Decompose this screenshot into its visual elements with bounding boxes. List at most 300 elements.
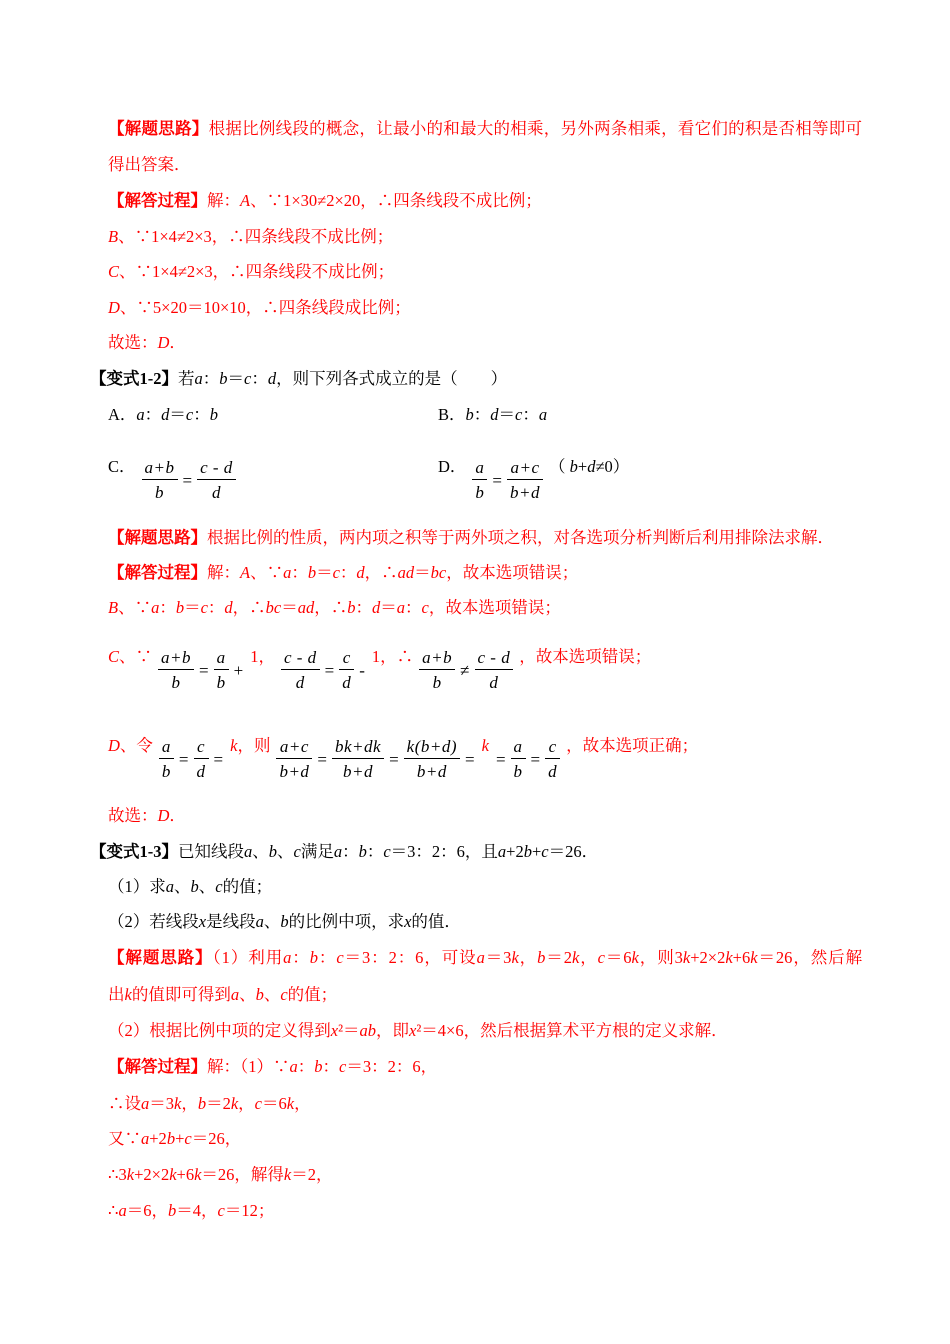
italic-variable: c — [244, 369, 252, 388]
equation — [417, 646, 515, 695]
italic-variable: D — [157, 333, 170, 352]
italic-variable: d — [587, 457, 596, 476]
fraction-numerator: bk+dk — [335, 737, 382, 756]
variant-1-3-question — [90, 841, 598, 863]
fraction — [472, 456, 487, 505]
prev-solution-process-line — [108, 297, 411, 319]
text-run: 得出答案． — [108, 155, 191, 174]
text-run: ＝26． — [548, 842, 599, 861]
text-run: ²＝4×6，然后根据算术平方根的定义求解． — [416, 1021, 728, 1040]
prev-solution-idea-line — [108, 154, 191, 176]
italic-variable: c — [383, 842, 391, 861]
fraction-numerator: c - d — [283, 648, 317, 667]
italic-variable: k — [230, 736, 238, 755]
fraction-numerator: a — [216, 648, 226, 667]
text-run: ： — [522, 405, 539, 424]
text-run: ： — [291, 563, 308, 582]
text-run: ＝3 — [484, 948, 512, 967]
italic-variable: C — [108, 647, 120, 666]
italic-variable: bc — [430, 563, 447, 582]
text-run: 、∵5×20＝10×10，∴四条线段成比例； — [119, 298, 411, 317]
text-run: ： — [193, 405, 210, 424]
text-run: ， — [518, 948, 538, 967]
text-run: 解： — [207, 191, 240, 210]
fraction-numerator: a — [161, 737, 171, 756]
text-run: ，故本选项错误； — [519, 647, 652, 666]
italic-variable: a — [497, 842, 507, 861]
text-run: ． — [169, 333, 186, 352]
fraction-denominator: b — [214, 669, 229, 695]
bracket-label: 【解题思路】 — [108, 528, 207, 547]
text-run: 根据比例的性质，两内项之积等于两外项之积，对各选项分析判断后利用排除法求解． — [207, 528, 834, 547]
italic-variable: k — [631, 948, 639, 967]
text-run: 若 — [178, 369, 195, 388]
prev-solution-idea-line — [108, 118, 862, 140]
math-operator: = — [317, 749, 328, 769]
fraction-numerator: c - d — [200, 458, 233, 477]
text-run: ＝6， — [126, 1201, 168, 1220]
option-c — [108, 456, 242, 505]
italic-variable: b — [166, 1129, 176, 1148]
variant-1-3-sub-question-1 — [108, 876, 272, 898]
variant-1-2-solution-idea — [108, 527, 834, 549]
fraction-denominator: b+d — [404, 758, 460, 784]
italic-variable: k — [286, 1094, 295, 1113]
italic-variable: c — [336, 948, 344, 967]
italic-variable: a — [396, 598, 405, 617]
text-run: 出 — [108, 985, 125, 1004]
text-run: A． — [108, 405, 137, 424]
italic-variable: a — [136, 405, 145, 424]
text-run: ： — [355, 598, 372, 617]
text-run: ： — [202, 369, 220, 388]
prev-solution-process-line — [108, 226, 393, 248]
text-run: ： — [159, 598, 176, 617]
italic-variable: b — [465, 405, 474, 424]
bracket-label: 【解答过程】 — [108, 191, 207, 210]
text-run: + — [175, 1129, 185, 1148]
text-run: 的值即可得到 — [131, 985, 231, 1004]
math-operator: = — [389, 749, 399, 769]
italic-variable: c — [185, 405, 194, 424]
italic-variable: b — [190, 877, 199, 896]
text-run: +6 — [176, 1165, 195, 1184]
text-run: （2）若线段 — [108, 912, 199, 931]
italic-variable: a — [141, 1094, 150, 1113]
text-run: ＝26，然后解 — [757, 948, 863, 967]
italic-variable: b — [307, 563, 317, 582]
bracket-label: 【变式1-3】 — [90, 842, 178, 861]
text-run: ＝ — [498, 405, 516, 424]
math-operator: = — [199, 660, 209, 680]
fraction — [507, 456, 543, 505]
text-run: 、∵1×4≠2×3，∴四条线段不成比例； — [119, 262, 395, 281]
italic-variable: k — [230, 1094, 239, 1113]
fraction-numerator: a+b — [422, 648, 453, 667]
fraction — [404, 735, 460, 784]
italic-variable: b — [268, 842, 277, 861]
italic-variable: b — [523, 842, 532, 861]
variant-1-2-solution-process-line — [108, 597, 561, 619]
bracket-label: 【变式1-2】 — [90, 369, 178, 388]
italic-variable: k — [174, 1094, 182, 1113]
option-d — [438, 456, 629, 505]
text-run: 1， — [250, 647, 275, 666]
fraction-numerator: a+b — [144, 458, 175, 477]
math-operator: + — [233, 660, 244, 680]
italic-variable: b — [347, 598, 356, 617]
text-run: ： — [342, 842, 359, 861]
italic-variable: a — [118, 1201, 127, 1220]
variant-1-3-solution-idea-line — [108, 1020, 728, 1042]
italic-variable: d — [161, 405, 170, 424]
italic-variable: k — [194, 1165, 202, 1184]
fraction — [194, 735, 209, 784]
text-run: ²＝ — [338, 1021, 360, 1040]
fraction-numerator: k(b+d) — [406, 737, 458, 756]
italic-variable: a — [283, 948, 292, 967]
math-operator: = — [530, 749, 541, 769]
italic-variable: c — [339, 1057, 347, 1076]
text-run: ，故本选项错误； — [428, 598, 561, 617]
text-run: ＝ — [227, 369, 244, 388]
text-run: +2 — [149, 1129, 167, 1148]
bracket-label: 【解答过程】 — [108, 563, 207, 582]
math-operator: ≠ — [460, 660, 470, 680]
text-run: 的值； — [287, 985, 338, 1004]
text-run: 故选： — [108, 806, 158, 825]
fraction-denominator: b+d — [276, 758, 312, 784]
italic-variable: c — [184, 1129, 192, 1148]
text-run: （ — [549, 457, 570, 476]
text-run: （1）求 — [108, 877, 166, 896]
text-run: ＝6 — [261, 1094, 287, 1113]
italic-variable: d — [356, 563, 365, 582]
equation — [493, 735, 562, 784]
text-run: ， — [579, 948, 598, 967]
fraction-denominator: d — [197, 479, 236, 505]
prev-solution-process-line — [108, 261, 394, 283]
variant-1-2-solution-process-line — [108, 562, 578, 584]
italic-variable: k — [511, 948, 519, 967]
fraction-numerator: a — [475, 458, 485, 477]
text-run: 解：（1）∵ — [207, 1057, 290, 1076]
italic-variable: ad — [397, 563, 415, 582]
text-run: 、∵ — [250, 563, 284, 582]
italic-variable: c — [280, 985, 288, 1004]
italic-variable: a — [194, 369, 203, 388]
fraction-numerator: c — [548, 737, 557, 756]
italic-variable: c — [515, 405, 523, 424]
italic-variable: ab — [359, 1021, 377, 1040]
italic-variable: c — [293, 842, 301, 861]
option-b — [438, 404, 547, 426]
italic-variable: a — [244, 842, 253, 861]
text-run: + — [531, 842, 542, 861]
fraction — [511, 735, 526, 784]
fraction — [332, 735, 384, 784]
text-run: 、令 — [119, 736, 153, 755]
equation — [157, 735, 226, 784]
variant-1-2-solution-process-line — [108, 735, 698, 784]
text-run: ，∴ — [232, 598, 266, 617]
text-run: ＝ — [316, 563, 333, 582]
text-run: ∴ — [396, 647, 414, 666]
variant-1-3-solution-idea-line — [108, 984, 337, 1006]
text-run: 、 — [239, 985, 256, 1004]
italic-variable: b — [358, 842, 367, 861]
fraction-denominator: d — [194, 758, 209, 784]
italic-variable: a — [538, 405, 548, 424]
text-run: ， — [181, 1094, 198, 1113]
text-run: 满足 — [300, 842, 334, 861]
italic-variable: k — [126, 1165, 135, 1184]
italic-variable: b — [280, 912, 289, 931]
fraction-denominator: b+d — [507, 479, 543, 505]
italic-variable: d — [267, 369, 277, 388]
italic-variable: b — [314, 1057, 323, 1076]
fraction — [159, 735, 174, 784]
italic-variable: k — [571, 948, 580, 967]
text-run: ： — [322, 1057, 339, 1076]
fraction-denominator: b — [159, 758, 174, 784]
text-run: 根据比例线段的概念，让最小的和最大的相乘，另外两条相乘，看它们的积是否相等即可 — [208, 119, 863, 138]
fraction-numerator: c — [342, 648, 351, 667]
text-run: ＝3：2：6， — [346, 1057, 438, 1076]
fraction — [158, 646, 194, 695]
italic-variable: a — [165, 877, 174, 896]
fraction-numerator: a+b — [161, 648, 191, 667]
italic-variable: a — [230, 985, 240, 1004]
italic-variable: b — [219, 369, 228, 388]
text-run: ，∴ — [364, 563, 398, 582]
fraction — [214, 646, 229, 695]
text-run: 的值． — [411, 912, 461, 931]
fraction-denominator: d — [281, 669, 320, 695]
variant-1-3-solution-process-line — [108, 1093, 311, 1115]
text-run: ： — [144, 405, 162, 424]
math-operator: - — [359, 660, 365, 680]
text-run: ＝3：2：6，且 — [390, 842, 498, 861]
variant-1-2-question — [90, 368, 507, 390]
text-run: +2×2 — [690, 948, 726, 967]
text-run: 、 — [263, 985, 281, 1004]
variant-1-3-solution-idea-line — [108, 947, 862, 969]
italic-variable: A — [240, 563, 251, 582]
text-run: ： — [291, 948, 310, 967]
fraction-numerator: c — [196, 737, 206, 756]
text-run: ： — [339, 563, 357, 582]
math-operator: = — [213, 749, 224, 769]
fraction-numerator: a — [513, 737, 523, 756]
text-run: + — [577, 457, 588, 476]
text-run: +2 — [506, 842, 524, 861]
variant-1-3-solution-process-line — [108, 1056, 437, 1078]
text-run: 、∵1×30≠2×20，∴四条线段不成比例； — [250, 191, 542, 210]
text-run: ， — [294, 1094, 311, 1113]
italic-variable: c — [200, 598, 208, 617]
italic-variable: C — [108, 262, 120, 281]
text-run: ＝26， — [191, 1129, 242, 1148]
text-run: ∴ — [108, 1201, 119, 1220]
italic-variable: k — [124, 985, 132, 1004]
italic-variable: x — [330, 1021, 339, 1040]
text-run: 又∵ — [108, 1129, 141, 1148]
fraction — [475, 646, 514, 695]
equation — [274, 735, 477, 784]
text-run: ＝ — [281, 598, 298, 617]
text-run: ： — [366, 842, 384, 861]
italic-variable: d — [372, 598, 381, 617]
text-run: ≠0） — [595, 457, 630, 476]
text-run: ，故本选项错误； — [446, 563, 579, 582]
italic-variable: a — [255, 912, 264, 931]
italic-variable: k — [481, 736, 489, 755]
italic-variable: D — [157, 806, 170, 825]
text-run: ： — [405, 598, 422, 617]
italic-variable: a — [333, 842, 343, 861]
fraction-denominator: b — [419, 669, 455, 695]
text-run: D． — [438, 457, 467, 476]
math-operator: = — [495, 749, 506, 769]
text-run: 是线段 — [206, 912, 256, 931]
prev-solution-process-line — [108, 190, 542, 212]
text-run: ，则3 — [638, 948, 683, 967]
fraction — [197, 456, 236, 505]
italic-variable: x — [409, 1021, 417, 1040]
text-run: （2）根据比例中项的定义得到 — [108, 1021, 331, 1040]
italic-variable: a — [141, 1129, 150, 1148]
text-run: 已知线段 — [178, 842, 244, 861]
text-run: ＝26，解得 — [201, 1165, 284, 1184]
italic-variable: b — [175, 598, 185, 617]
variant-1-3-solution-process-line — [108, 1164, 333, 1186]
text-run: ＝2 — [206, 1094, 231, 1113]
text-run: ＝2 — [545, 948, 572, 967]
italic-variable: c — [254, 1094, 262, 1113]
text-run: ＝2， — [291, 1165, 333, 1184]
italic-variable: k — [750, 948, 758, 967]
text-run: ，则下列各式成立的是（ ） — [276, 369, 508, 388]
math-operator: = — [182, 470, 193, 490]
text-run: 解： — [207, 563, 240, 582]
text-run: ： — [251, 369, 268, 388]
fraction-denominator: d — [339, 669, 354, 695]
text-run: C． — [108, 457, 136, 476]
fraction — [142, 456, 178, 505]
bracket-label: 【解答过程】 — [108, 1057, 207, 1076]
variant-1-2-answer — [108, 805, 186, 827]
italic-variable: b — [569, 457, 578, 476]
math-operator: = — [465, 749, 475, 769]
fraction-numerator: c - d — [477, 648, 511, 667]
text-run: ∴设 — [108, 1094, 141, 1113]
italic-variable: k — [725, 948, 733, 967]
text-run: 、∵ — [119, 647, 153, 666]
text-run: ： — [473, 405, 491, 424]
text-run: 、 — [252, 842, 269, 861]
text-run: B． — [438, 405, 466, 424]
italic-variable: b — [197, 1094, 207, 1113]
text-run: ，故本选项正确； — [566, 736, 699, 755]
italic-variable: D — [108, 736, 120, 755]
italic-variable: ad — [297, 598, 315, 617]
variant-1-3-solution-process-line — [108, 1128, 241, 1150]
italic-variable: b — [537, 948, 546, 967]
text-run: ＝6 — [604, 948, 632, 967]
text-run: ． — [169, 806, 186, 825]
italic-variable: a — [151, 598, 160, 617]
fraction — [339, 646, 354, 695]
text-run: 故选： — [108, 333, 158, 352]
fraction-denominator: d — [475, 669, 514, 695]
bracket-label: 【解题思路】 — [108, 119, 209, 138]
italic-variable: B — [108, 598, 119, 617]
text-run: ＝3：2：6，可设 — [343, 948, 477, 967]
text-run: 的比例中项，求 — [288, 912, 405, 931]
fraction-denominator: b — [511, 758, 526, 784]
text-run: ＝ — [380, 598, 397, 617]
italic-variable: k — [283, 1165, 292, 1184]
equation — [470, 456, 545, 505]
equation — [279, 646, 368, 695]
text-run: ： — [317, 948, 337, 967]
italic-variable: d — [224, 598, 233, 617]
italic-variable: c — [541, 842, 549, 861]
text-run: ＝ — [184, 598, 201, 617]
equation — [156, 646, 246, 695]
italic-variable: b — [168, 1201, 177, 1220]
italic-variable: bc — [265, 598, 282, 617]
text-run: 、∵ — [118, 598, 152, 617]
text-run: 的值； — [222, 877, 273, 896]
text-run: ： — [207, 598, 225, 617]
text-run: ＝ — [169, 405, 186, 424]
italic-variable: c — [597, 948, 605, 967]
text-run: +6 — [732, 948, 751, 967]
text-run: ＝3 — [149, 1094, 174, 1113]
option-a — [108, 404, 218, 426]
text-run: ，即 — [376, 1021, 410, 1040]
italic-variable: D — [108, 298, 120, 317]
italic-variable: c — [217, 1201, 225, 1220]
text-run: 、 — [174, 877, 191, 896]
text-run: 1， — [371, 647, 397, 666]
prev-solution-answer — [108, 332, 186, 354]
italic-variable: c — [421, 598, 429, 617]
italic-variable: c — [215, 877, 223, 896]
text-run: ∴3 — [108, 1165, 127, 1184]
italic-variable: x — [404, 912, 412, 931]
text-run: ＝12； — [224, 1201, 275, 1220]
text-run: 、∵1×4≠2×3，∴四条线段不成比例； — [118, 227, 394, 246]
bracket-label: 【解题思路】 — [108, 948, 213, 967]
italic-variable: b — [255, 985, 264, 1004]
text-run: ，则 — [237, 736, 271, 755]
text-run: （1）利用 — [212, 948, 284, 967]
italic-variable: b — [309, 948, 318, 967]
fraction — [419, 646, 455, 695]
variant-1-3-solution-process-line — [108, 1200, 274, 1222]
italic-variable: x — [198, 912, 207, 931]
text-run: ＝4， — [176, 1201, 218, 1220]
italic-variable: a — [289, 1057, 298, 1076]
text-run: ， — [238, 1094, 255, 1113]
fraction — [281, 646, 320, 695]
text-run: ： — [297, 1057, 315, 1076]
variant-1-3-sub-question-2 — [108, 911, 461, 933]
fraction — [276, 735, 312, 784]
